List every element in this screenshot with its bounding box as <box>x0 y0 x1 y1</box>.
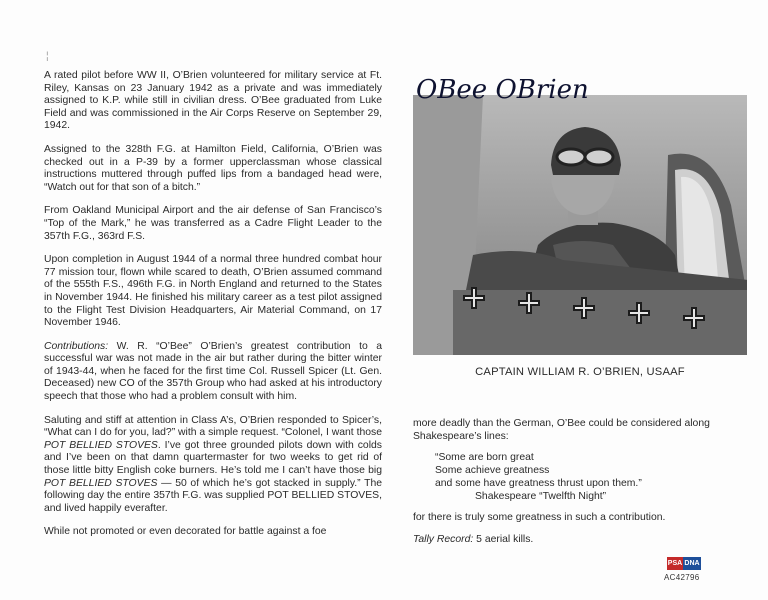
psa-logo-part: PSA <box>667 557 683 570</box>
autograph-signature <box>410 58 750 113</box>
quote-line: and some have greatness thrust upon them.” <box>435 477 642 489</box>
continuation-paragraph: more deadly than the German, O’Bee could be considered along Shakespeare’s lines: <box>413 418 710 442</box>
stoves-text-c: — 50 of which he’s got stacked in supply.” The following day the entire 357th F.G. was supplied POT BELLIED STOVES, and lived happily everafter. <box>44 477 382 514</box>
bio-paragraph-hamilton-field: Assigned to the 328th F.G. at Hamilton Field, California, O’Brien was checked out in a P-39 by a former upperclassman whose classical instructions muttered through puffed lips from a bandaged head were, “Watch out for that son of a bitch.” <box>44 143 382 193</box>
psa-dna-logo <box>667 557 703 570</box>
quote-line: Some achieve greatness <box>435 464 550 476</box>
biography-column <box>44 70 382 550</box>
contributions-text: W. R. “O’Bee” O’Brien’s greatest contribution to a successful war was not made in the air but rather during the bitter winter of 1943-44, when he faced for the first time Col. Russell Spicer (Lt. Gen. Deceased) new CO of the 357th Group who had asked at his introductory speech that those who had a problem consult with him. <box>44 340 382 403</box>
stoves-text-a: Saluting and stiff at attention in Class A’s, O’Brien responded to Spicer’s, “What can I do for you, lad?” with a simple request. “Colonel, I want those <box>44 414 382 439</box>
bio-paragraph-contributions <box>44 341 382 404</box>
stoves-emphasis-1: POT BELLIED STOVES <box>44 439 158 451</box>
certification-number: AC42796 <box>664 573 700 582</box>
dna-logo-part: DNA <box>683 557 701 570</box>
tally-record <box>413 534 743 547</box>
stoves-text-b: . I’ve got three grounded pilots down with colds and I’ve been on that damn quartermaster for two weeks to get rid of those little bitty English coke burners. He’s told me I can’t have those big <box>44 439 382 477</box>
continuation-column <box>413 418 743 556</box>
tally-record-label: Tally Record: <box>413 533 474 545</box>
stoves-emphasis-2: POT BELLIED STOVES <box>44 477 158 489</box>
bio-paragraph-oakland: From Oakland Municipal Airport and the air defense of San Francisco’s “Top of the Mark,” he was transferred as a Cadre Flight Leader to the 357th F.G., 363rd F.S. <box>44 205 382 242</box>
bio-paragraph-stoves <box>44 415 382 516</box>
quote-line: “Some are born great <box>435 452 534 464</box>
pilot-photo <box>413 95 747 355</box>
greatness-paragraph: for there is truly some greatness in such a contribution. <box>413 512 666 524</box>
signature-text: OBee OBrien <box>416 75 589 105</box>
quote-attribution: Shakespeare “Twelfth Night” <box>475 490 607 502</box>
margin-mark: ¦ <box>46 51 49 62</box>
bio-paragraph-combat-tour: Upon completion in August 1944 of a normal three hundred combat hour 77 mission tour, flown while scared to death, O’Brien assumed command of the 555th F.S., 496th F.G. in North England and returned to the States in November 1944. He finished his military career as a test pilot assigned to the Flight Test Division Headquarters, Air Material Command, on 17 November 1946. <box>44 254 382 329</box>
tally-record-value: 5 aerial kills. <box>473 533 534 545</box>
pilot-photo-image <box>413 95 747 355</box>
bio-paragraph-enlistment: A rated pilot before WW II, O’Brien volunteered for military service at Ft. Riley, Kansas on 23 January 1942 as a private and was immediately assigned to K.P. while still in civilian dress. O’Bee graduated from Luke Field and was commissioned in the Air Corps Reserve on September 29, 1942. <box>44 70 382 132</box>
shakespeare-quote <box>435 452 743 503</box>
photo-caption: CAPTAIN WILLIAM R. O’BRIEN, USAAF <box>475 366 685 378</box>
bio-paragraph-continued: While not promoted or even decorated for battle against a foe <box>44 526 327 538</box>
contributions-label: Contributions: <box>44 340 109 352</box>
